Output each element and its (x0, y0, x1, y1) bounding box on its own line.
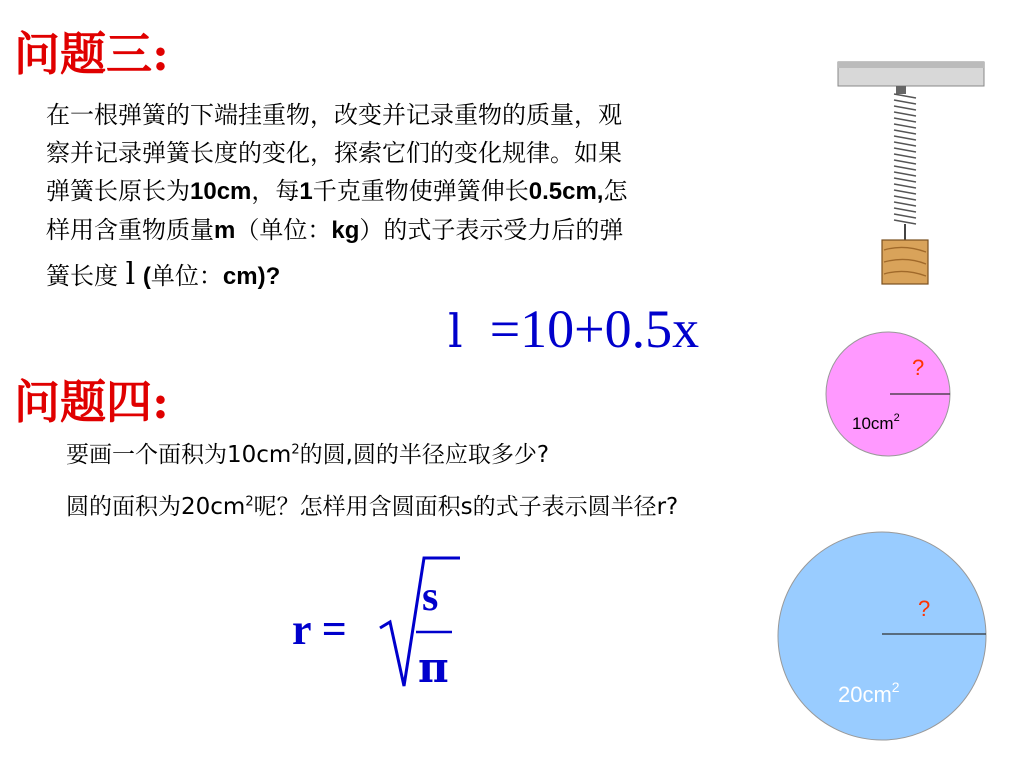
radius-question-mark: ? (918, 596, 931, 621)
circle-area-label: $10cm^2$ (852, 412, 900, 433)
formula-lhs: r = (292, 605, 347, 654)
circle-shape (778, 532, 986, 740)
problem3-line2: 察并记录弹簧长度的变化，探索它们的变化规律。如果 (46, 139, 622, 167)
circle-10cm (824, 330, 956, 460)
problem4-line2: 圆的面积为$20cm^2$呢？怎样用含圆面积s的式子表示圆半径r? (66, 494, 679, 520)
length-equation: l =10+0.5x (448, 299, 700, 359)
problem4-line1: 要画一个面积为$10cm^2$的圆,圆的半径应取多少? (66, 442, 550, 468)
radius-question-mark: ? (912, 355, 925, 380)
circle-20cm (772, 528, 1002, 758)
problem3-line4: 样用含重物质量m（单位：kg）的式子表示受力后的弹 (46, 216, 624, 244)
radius-formula (290, 552, 490, 702)
problem4-title: 问题四: (14, 375, 169, 429)
problem3-line3: 弹簧长原长为10cm，每1千克重物使弹簧伸长0.5cm,怎 (46, 177, 628, 205)
formula-denominator: π (418, 643, 449, 692)
formula-numerator: s (422, 574, 439, 620)
circle-area-label: $20cm^2$ (838, 679, 900, 707)
problem3-line1: 在一根弹簧的下端挂重物，改变并记录重物的质量，观 (46, 101, 622, 129)
spring-weight-illustration (832, 58, 992, 290)
problem3-title: 问题三: (14, 27, 169, 81)
problem3-text (46, 96, 876, 296)
problem3-line5: 簧长度 l (单位：cm)? (46, 257, 281, 292)
spring-coil (894, 94, 916, 224)
